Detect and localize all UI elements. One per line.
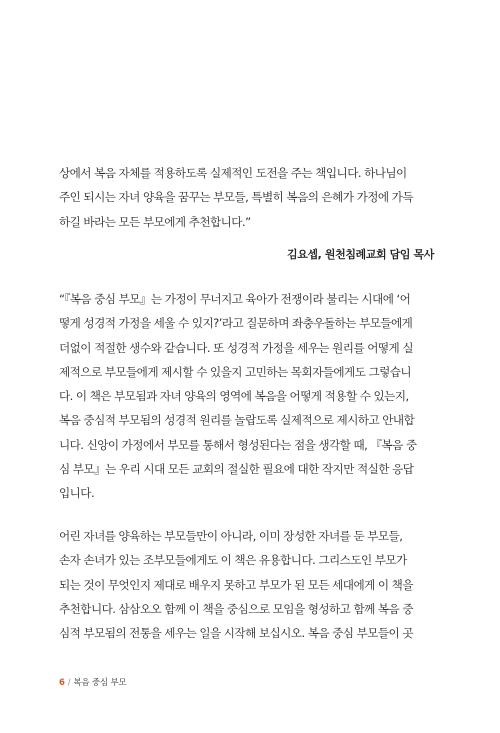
text-line: 주인 되시는 자녀 양육을 꿈꾸는 부모들, 특별히 복음의 은혜가 가정에 가득 bbox=[59, 190, 413, 205]
text-line: 추천합니다. 삼삼오오 함께 이 책을 중심으로 모임을 형성하고 함께 복음 중 bbox=[59, 601, 413, 616]
text-line: 어린 자녀를 양육하는 부모들만이 아니라, 이미 장성한 자녀를 둔 부모들, bbox=[59, 529, 403, 543]
text-line: 상에서 복음 자체를 적용하도록 실제적인 도전을 주는 책입니다. 하나님이 bbox=[59, 166, 407, 180]
text-line: 제적으로 부모들에게 제시할 수 있을지 고민하는 목회자들에게도 그렇습니 bbox=[59, 364, 412, 379]
text-line: 하길 바라는 모든 부모에게 추천합니다.” bbox=[59, 214, 251, 229]
endorsement-paragraph-2 bbox=[59, 287, 434, 506]
text-line: 다. 이 책은 부모됨과 자녀 양육의 영역에 복음을 어떻게 적용할 수 있는지, bbox=[59, 389, 409, 404]
text-line: 되는 것이 무엇인지 제대로 배우지 못하고 부모가 된 모든 세대에게 이 책을 bbox=[59, 577, 413, 592]
endorsement-attribution: 김요셉, 원천침례교회 담임 목사 bbox=[286, 248, 434, 261]
text-line: “『복음 중심 부모』는 가정이 무너지고 육아가 전쟁이라 불리는 시대에 ‘어 bbox=[59, 292, 411, 306]
endorsement-paragraph-3 bbox=[59, 524, 434, 645]
text-line: 심적 부모됨의 전통을 세우는 일을 시작해 보십시오. 복음 중심 부모들이 곳 bbox=[59, 626, 413, 641]
endorsement-paragraph-1 bbox=[59, 161, 434, 234]
text-line: 심 부모』는 우리 시대 모든 교회의 절실한 필요에 대한 작지만 적실한 응답 bbox=[59, 462, 414, 477]
text-line: 더없이 적절한 생수와 같습니다. 또 성경적 가정을 세우는 원리를 어떻게 실 bbox=[59, 340, 413, 355]
footer-separator: / bbox=[67, 678, 71, 688]
page-footer bbox=[59, 676, 126, 688]
text-line: 손자 손녀가 있는 조부모들에게도 이 책은 유용합니다. 그리스도인 부모가 bbox=[59, 553, 407, 568]
text-line: 복음 중심적 부모됨의 성경적 원리를 놀랍도록 실제적으로 제시하고 안내합 bbox=[59, 413, 415, 428]
text-line: 니다. 신앙이 가정에서 부모를 통해서 형성된다는 점을 생각할 때, 『복음 중 bbox=[59, 437, 417, 452]
text-line: 입니다. bbox=[59, 486, 95, 501]
text-line: 떻게 성경적 가정을 세울 수 있지?’라고 질문하며 좌충우돌하는 부모들에게 bbox=[59, 316, 413, 331]
running-book-title: 복음 중심 부모 bbox=[73, 678, 127, 688]
page-number: 6 bbox=[59, 678, 65, 688]
